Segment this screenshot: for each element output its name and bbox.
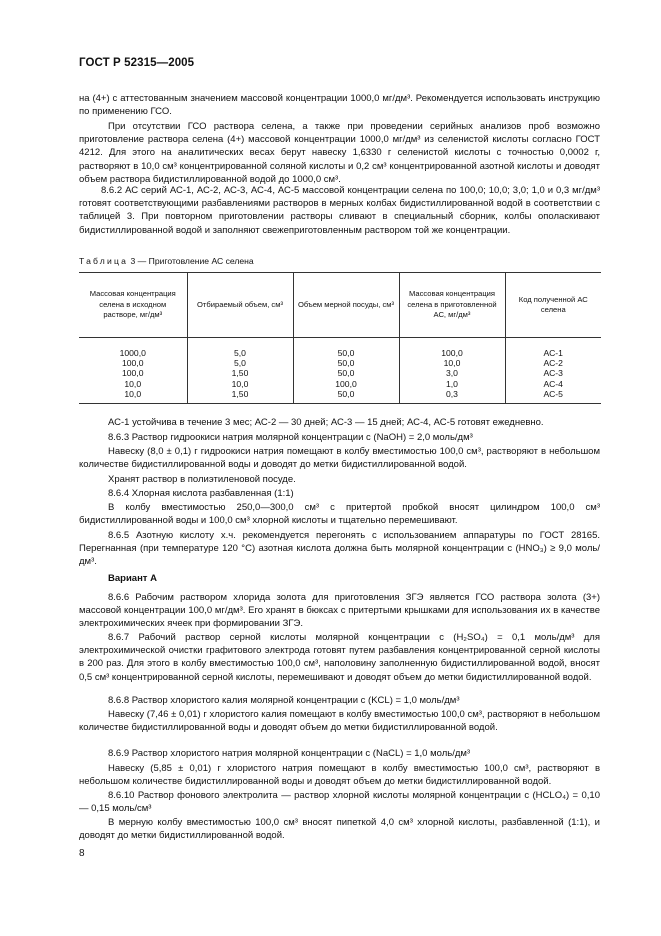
- paragraph-electrolyte-prep: В мерную колбу вместимостью 100,0 см³ вносят пипеткой 4,0 см³ хлорной кислоты, разбавленной (1:1), и доводят до метки бидистиллированной водой.: [79, 817, 600, 842]
- paragraph-8-6-5: 8.6.5 Азотную кислоту х.ч. рекомендуется перегонять с использованием аппаратуры по ГОСТ 28165. Перегнанная (при температуре 120 °С) азотная кислота должна быть молярной концентрации с (HNO₃) ≥ 9,0 моль/дм³.: [79, 530, 600, 568]
- paragraph-8-6-6: 8.6.6 Рабочим раствором хлорида золота для приготовления ЗГЭ является ГСО раствора золота (3+) массовой концентрации 100,0 мг/дм³. Его хранят в бюксах с притертыми крышками для использования их в качестве электрохимических ячеек при формировании ЗГЭ.: [79, 592, 600, 630]
- paragraph-naoh-prep: Навеску (8,0 ± 0,1) г гидроокиси натрия помещают в колбу вместимостью 100,0 см³, растворяют в небольшом количестве бидистиллированной воды и доводят до метки бидистиллированной водой.: [79, 446, 600, 471]
- table-caption-number: 3 —: [128, 256, 149, 266]
- table-caption-prefix: Таблица: [79, 256, 129, 266]
- paragraph-8-6-4: 8.6.4 Хлорная кислота разбавленная (1:1): [108, 488, 294, 499]
- cell-prepared-concentrations: 100,0 10,0 3,0 1,0 0,3: [399, 338, 505, 404]
- paragraph-8-6-9: 8.6.9 Раствор хлористого натрия молярной концентрации с (NaCL) = 1,0 моль/дм³: [108, 748, 471, 759]
- paragraph-8-6-8: 8.6.8 Раствор хлористого калия молярной концентрации с (KCL) = 1,0 моль/дм³: [108, 695, 460, 706]
- table-caption: [79, 256, 254, 266]
- paragraph-8-6-7: 8.6.7 Рабочий раствор серной кислоты молярной концентрации с (H₂SO₄) = 0,1 моль/дм³ для электрохимической очистки графитового электрода готовят путем разбавления концентрированной серной кислоты в 200 раз. Для этого в колбу вместимостью 100,0 см³, наполовину заполненную бидистиллированной водой, вносят 0,5 см³ концентрированной серной кислоты, перемешивают и доводят объем до метки бидистиллированной водой.: [79, 632, 600, 683]
- paragraph-kcl-prep: Навеску (7,46 ± 0,01) г хлористого калия помещают в колбу вместимостью 100,0 см³, растворяют в небольшом количестве бидистиллированной воды и доводят объем до метки бидистиллированной водой.: [79, 709, 600, 734]
- paragraph-8-6-2: 8.6.2 АС серий АС-1, АС-2, АС-3, АС-4, АС-5 массовой концентрации селена по 100,0; 10,0; 3,0; 1,0 и 0,3 мг/дм³ готовят соответствующими разбавлениями растворов в мерных колбах бидистиллированной водой в соответствии с таблицей 3. При повторном приготовлении растворы сливают в специальный сборник, колбы ополаскивают бидистиллированной водой и заполняют свежеприготовленным раствором той же концентрации.: [79, 185, 600, 236]
- table-header-row: [79, 273, 601, 338]
- header-prepared-concentration: Массовая концентрация селена в приготовленной АС, мг/дм³: [399, 273, 505, 338]
- paragraph-nacl-prep: Навеску (5,85 ± 0,01) г хлористого натрия помещают в колбу вместимостью 100,0 см³, растворяют в небольшом количестве бидистиллированной воды и доводят объем до метки бидистиллированной водой.: [79, 763, 600, 788]
- table-caption-title: Приготовление АС селена: [148, 256, 254, 266]
- header-taken-volume: Отбираемый объем, см³: [187, 273, 293, 338]
- header-as-code: Код полученной АС селена: [505, 273, 601, 338]
- paragraph-8-6-3: 8.6.3 Раствор гидроокиси натрия молярной концентрации с (NaOH) = 2,0 моль/дм³: [108, 432, 473, 443]
- cell-taken-volumes: 5,0 5,0 1,50 10,0 1,50: [187, 338, 293, 404]
- paragraph-continuation: на (4+) с аттестованным значением массовой концентрации 1000,0 мг/дм³. Рекомендуется использовать инструкцию по применению ГСО.: [79, 93, 600, 118]
- dilution-table: [79, 272, 601, 404]
- document-header: ГОСТ Р 52315—2005: [79, 57, 195, 69]
- paragraph-stability: АС-1 устойчива в течение 3 мес; АС-2 — 30 дней; АС-3 — 15 дней; АС-4, АС-5 готовят ежедневно.: [108, 417, 544, 428]
- paragraph-perchloric-prep: В колбу вместимостью 250,0—300,0 см³ с притертой пробкой вносят цилиндром 100,0 см³ бидистиллированной воды и 100,0 см³ хлорной кислоты и тщательно перемешивают.: [79, 502, 600, 527]
- page-number: 8: [79, 848, 85, 859]
- cell-source-concentrations: 1000,0 100,0 100,0 10,0 10,0: [79, 338, 187, 404]
- cell-as-codes: АС-1 АС-2 АС-3 АС-4 АС-5: [505, 338, 601, 404]
- cell-flask-volumes: 50,0 50,0 50,0 100,0 50,0: [293, 338, 399, 404]
- paragraph-gso-absent: При отсутствии ГСО раствора селена, а также при проведении серийных анализов проб возможно приготовление раствора селена (4+) массовой концентрации 1000,0 мг/дм³ из селенистой кислоты согласно ГОСТ 4212. Для этого на аналитических весах берут навеску 1,6330 г селенистой кислоты с точностью 0,0002 г, растворяют в 10,0 см³ концентрированной соляной кислоты и 0,2 см³ концентрированной азотной кислоты и доводят объем раствора бидистиллированной водой до 1000,0 см³.: [79, 121, 600, 185]
- header-source-concentration: Массовая концентрация селена в исходном растворе, мг/дм³: [79, 273, 187, 338]
- paragraph-storage: Хранят раствор в полиэтиленовой посуде.: [108, 474, 296, 485]
- variant-a-heading: Вариант А: [108, 573, 157, 584]
- header-flask-volume: Объем мерной посуды, см³: [293, 273, 399, 338]
- table-body-row: [79, 338, 601, 404]
- paragraph-8-6-10: 8.6.10 Раствор фонового электролита — раствор хлорной кислоты молярной концентрации с (HCLO₄) = 0,10 — 0,15 моль/см³: [79, 790, 600, 815]
